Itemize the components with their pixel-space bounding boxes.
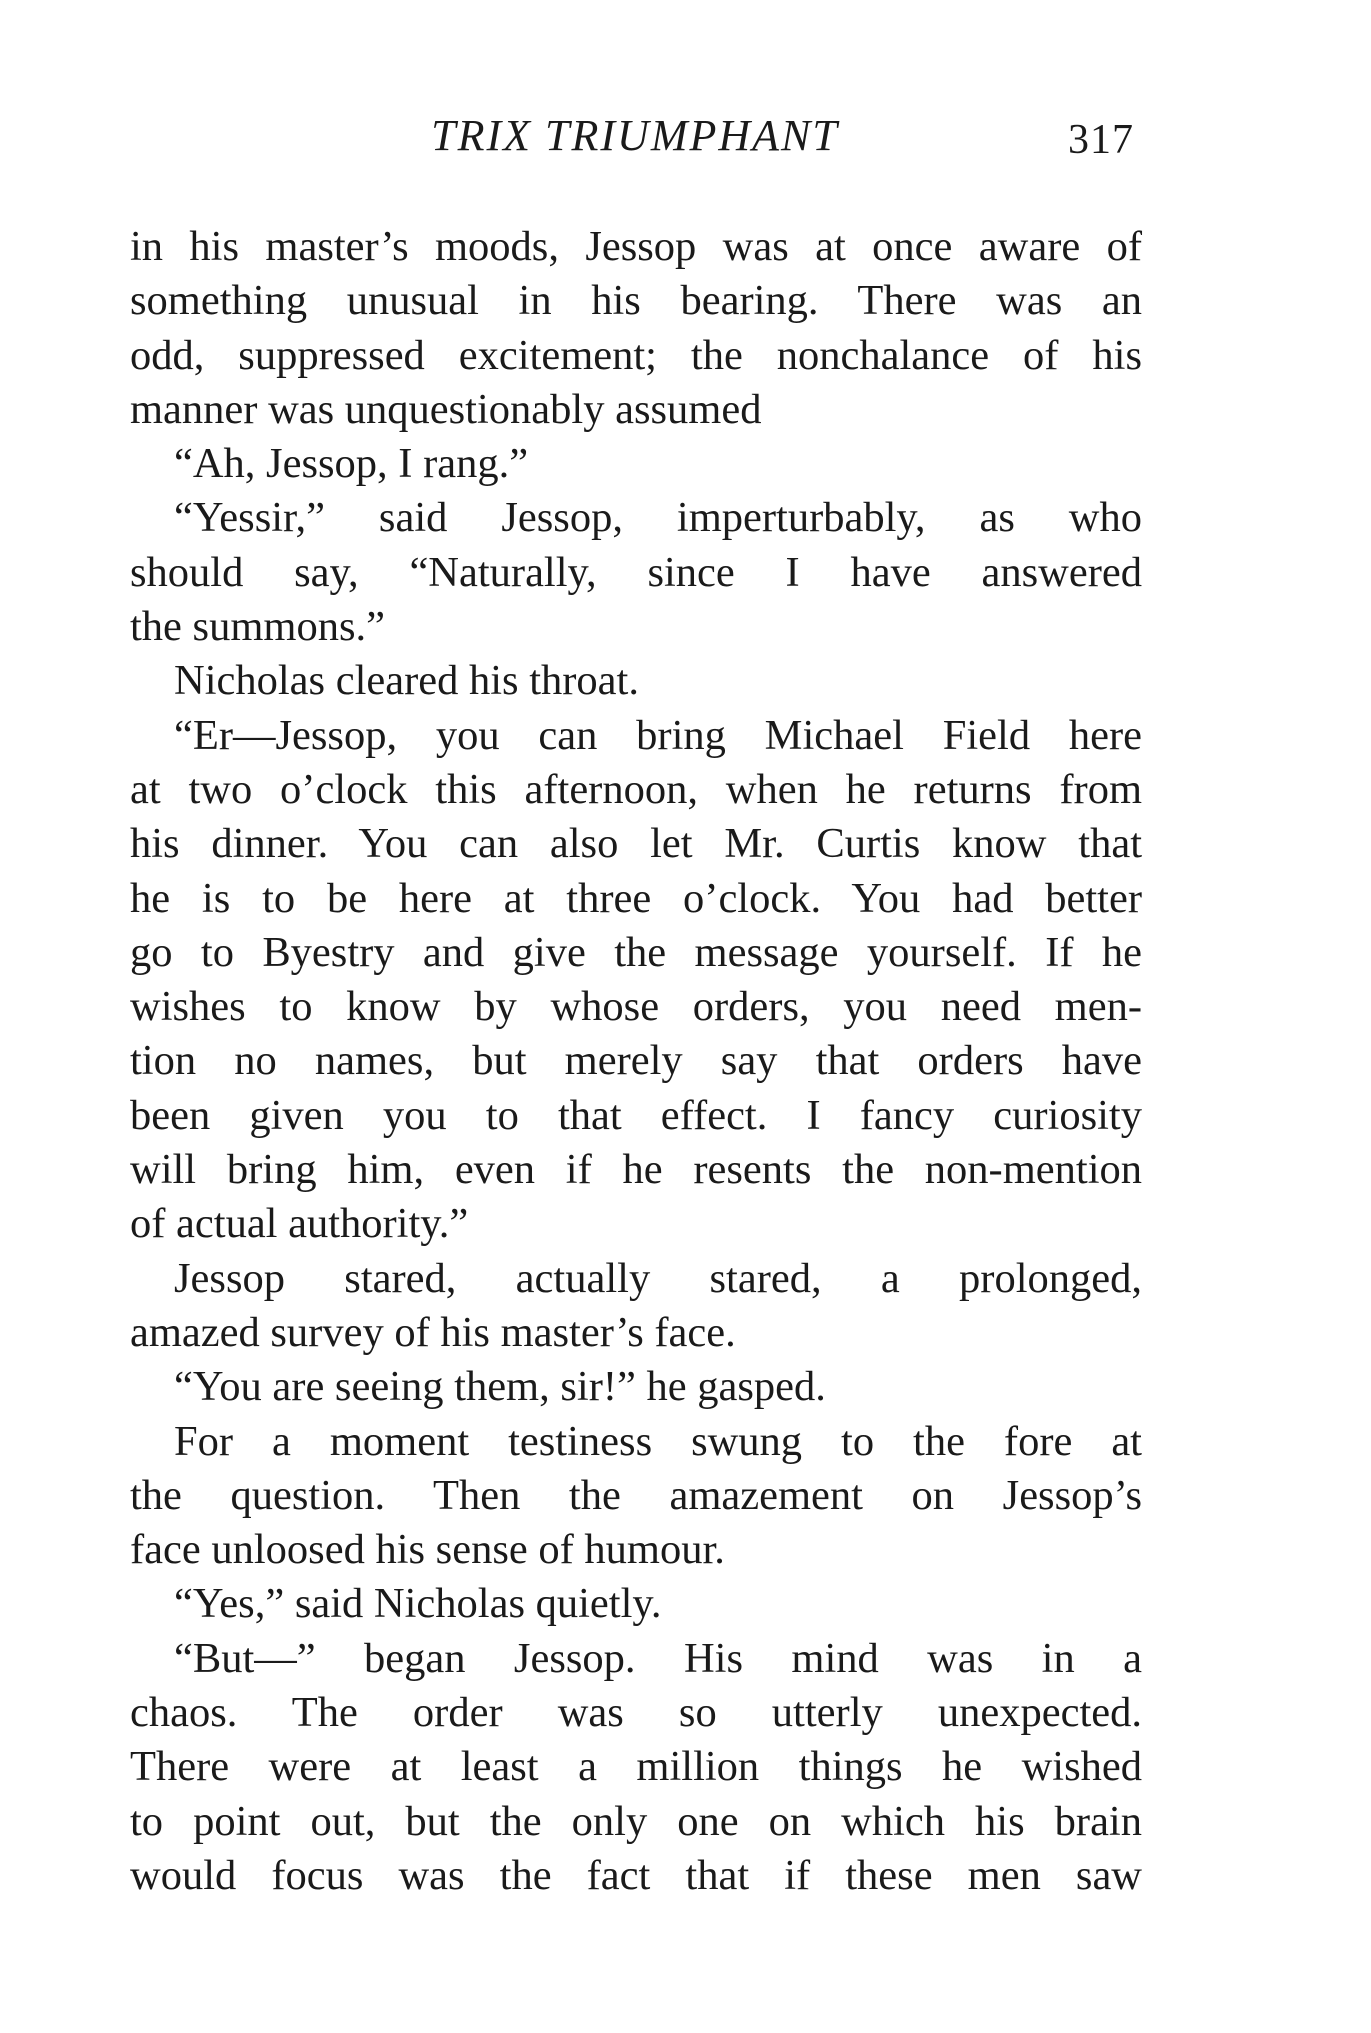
text-line: his dinner. You can also let Mr. Curtis know that	[130, 820, 1142, 868]
text-line: something unusual in his bearing. There was an	[130, 277, 1142, 325]
text-line: in his master’s moods, Jessop was at once aware of	[130, 223, 1142, 270]
running-header	[130, 106, 1140, 166]
text-line: manner was unquestionably assumed	[130, 385, 762, 433]
text-line: would focus was the fact that if these men saw	[130, 1851, 1142, 1899]
text-line: “But—” began Jessop. His mind was in a	[174, 1634, 1142, 1682]
text-line: chaos. The order was so utterly unexpected.	[130, 1689, 1142, 1737]
text-line: For a moment testiness swung to the fore at	[174, 1417, 1142, 1465]
text-line: should say, “Naturally, since I have answered	[130, 548, 1142, 596]
text-line: “Yessir,” said Jessop, imperturbably, as who	[174, 494, 1142, 542]
text-line: go to Byestry and give the message yourself. If he	[130, 928, 1142, 976]
text-line: odd, suppressed excitement; the nonchalance of his	[130, 331, 1142, 379]
text-line: he is to be here at three o’clock. You had better	[130, 874, 1142, 922]
text-line: wishes to know by whose orders, you need men-	[130, 983, 1142, 1031]
text-line: “Er—Jessop, you can bring Michael Field here	[174, 711, 1142, 759]
text-line: the summons.”	[130, 603, 385, 651]
running-title: TRIX TRIUMPHANT	[431, 111, 839, 160]
text-line: Jessop stared, actually stared, a prolonged,	[174, 1254, 1142, 1302]
text-line: tion no names, but merely say that orders have	[130, 1037, 1142, 1085]
text-line: of actual authority.”	[130, 1200, 469, 1248]
text-line: face unloosed his sense of humour.	[130, 1526, 725, 1574]
text-line: “Yes,” said Nicholas quietly.	[174, 1580, 662, 1628]
text-line: “You are seeing them, sir!” he gasped.	[174, 1363, 826, 1411]
text-line: Nicholas cleared his throat.	[174, 657, 639, 705]
text-line: been given you to that effect. I fancy curiosity	[130, 1091, 1142, 1139]
body-text	[130, 220, 1142, 1903]
page-number: 317	[1068, 117, 1134, 163]
text-line: amazed survey of his master’s face.	[130, 1308, 736, 1356]
text-line: will bring him, even if he resents the non-mention	[130, 1146, 1142, 1194]
text-line: to point out, but the only one on which his brain	[130, 1797, 1142, 1845]
text-line: the question. Then the amazement on Jessop’s	[130, 1471, 1142, 1519]
text-line: at two o’clock this afternoon, when he returns from	[130, 765, 1142, 813]
text-line: There were at least a million things he wished	[130, 1743, 1142, 1791]
text-line: “Ah, Jessop, I rang.”	[174, 440, 529, 488]
